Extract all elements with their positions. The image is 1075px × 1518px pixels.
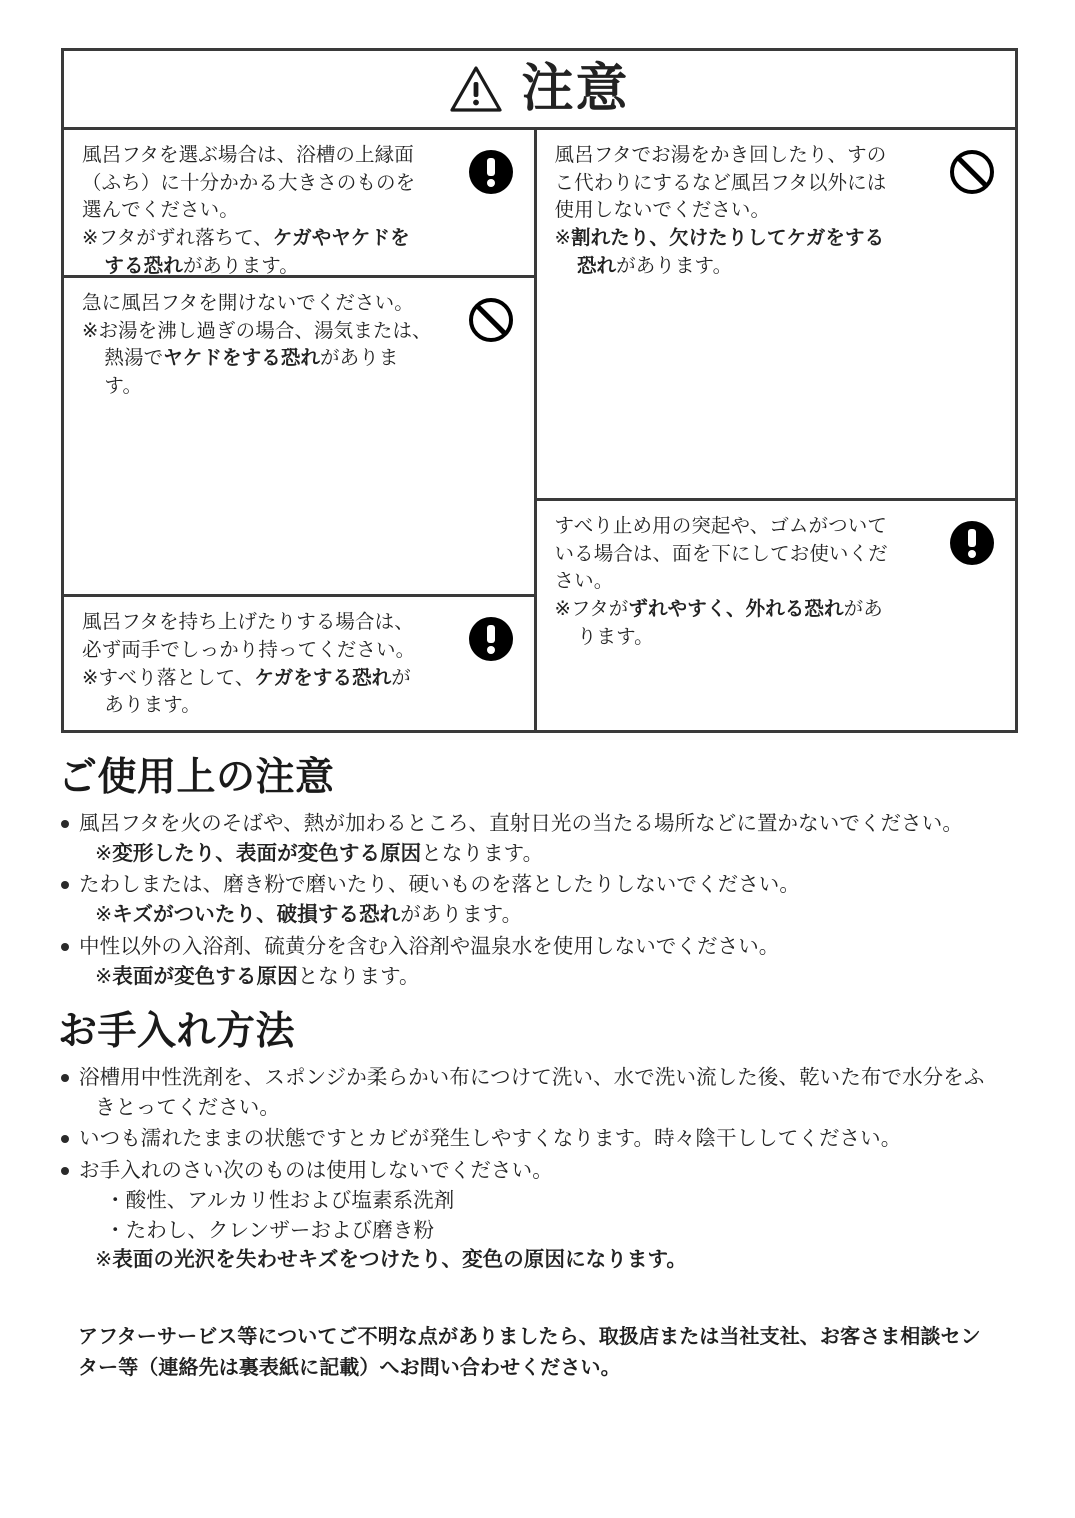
footer-line: アフターサービス等についてご不明な点がありましたら、取扱店または当社支社、お客さま相談セン [78, 1326, 981, 1348]
text-line: ※割れたり、欠けたりしてケガをする [554, 227, 885, 250]
icon-slot [941, 142, 1003, 194]
section-usage-cautions [58, 755, 1033, 993]
text-line: ※フタがずれ落ちて、ケガやヤケドを [82, 227, 410, 250]
caution-table-body [64, 130, 1015, 730]
icon-slot [941, 513, 1003, 565]
list-item-main: たわしまたは、磨き粉で磨いたり、硬いものを落としたりしないでください。 [79, 873, 800, 897]
prohibition-icon [469, 298, 513, 342]
text-line: 恐れがあります。 [576, 254, 733, 277]
list-item [58, 1063, 1033, 1122]
caution-cell-anti-slip [537, 501, 1015, 730]
list-item-note: ※変形したり、表面が変色する原因となります。 [95, 841, 544, 865]
text-line: する恐れがあります。 [104, 254, 299, 277]
after-service-note [78, 1322, 1013, 1384]
caution-column-right [537, 130, 1015, 730]
text-line: 熱湯でヤケドをする恐れがありま [104, 347, 399, 370]
text-line: 風呂フタを持ち上げたりする場合は、 [82, 611, 414, 634]
list-item-subitem: ・たわし、クレンザーおよび磨き粉 [105, 1218, 435, 1242]
caution-cell-open-suddenly [64, 278, 534, 597]
caution-cell-text [82, 609, 460, 720]
icon-slot [460, 290, 522, 342]
text-line: 風呂フタを選ぶ場合は、浴槽の上縁面 [82, 144, 414, 166]
list-item-main: 中性以外の入浴剤、硫黄分を含む入浴剤や温泉水を使用しないでください。 [79, 934, 780, 958]
text-line: ※お湯を沸し過ぎの場合、湯気または、 [82, 319, 432, 342]
list-item-note: ※キズがついたり、破損する恐れがあります。 [95, 903, 523, 927]
text-line: ※すべり落として、ケガをする恐れが [82, 666, 411, 689]
section-care-method [58, 1009, 1033, 1277]
list-item-main: いつも濡れたままの状態ですとカビが発生しやすくなります。時々陰干ししてください。 [79, 1127, 902, 1151]
text-line: ります。 [576, 625, 654, 648]
caution-cell-text [555, 142, 941, 280]
caution-table [61, 48, 1018, 733]
page-title-usage: ご使用上の注意 [58, 755, 335, 800]
text-line: 選んでください。 [82, 199, 239, 222]
text-line: 使用しないでください。 [554, 199, 771, 222]
text-line: ※フタがずれやすく、外れる恐れがあ [554, 598, 883, 621]
caution-cell-text [555, 513, 941, 651]
text-line: いる場合は、面を下にしてお使いくだ [554, 542, 888, 565]
list-item-note: ※表面が変色する原因となります。 [95, 964, 420, 988]
icon-slot [460, 142, 522, 194]
text-line: す。 [104, 375, 143, 398]
list-item [58, 870, 1033, 929]
list-item-main-cont: きとってください。 [95, 1095, 280, 1119]
list-item-subitem: ・酸性、アルカリ性および塩素系洗剤 [105, 1188, 455, 1212]
text-line: あります。 [104, 694, 201, 717]
list-item-main: お手入れのさい次のものは使用しないでください。 [79, 1159, 553, 1183]
caution-cell-lift-lid [64, 597, 534, 730]
caution-cell-not-duckboard [537, 130, 1015, 501]
list-item-main: 浴槽用中性洗剤を、スポンジか柔らかい布につけて洗い、水で洗い流した後、乾いた布で水分をふ [79, 1065, 985, 1089]
list-item [58, 809, 1033, 868]
mandatory-exclamation-icon [950, 521, 994, 565]
caution-cell-choose-lid [64, 130, 534, 278]
footer-line: ター等（連絡先は裏表紙に記載）へお問い合わせください。 [78, 1357, 621, 1379]
prohibition-icon [950, 150, 994, 194]
caution-table-header [64, 51, 1015, 130]
usage-list [58, 809, 1033, 991]
list-item-main: 風呂フタを火のそばや、熱が加わるところ、直射日光の当たる場所などに置かないでください。 [79, 811, 963, 835]
list-item [58, 1124, 1033, 1154]
page-title-care: お手入れ方法 [58, 1009, 296, 1054]
care-list [58, 1063, 1033, 1275]
list-item-note: ※表面の光沢を失わせキズをつけたり、変色の原因になります。 [95, 1248, 688, 1272]
warning-triangle-icon [449, 65, 503, 113]
text-line: （ふち）に十分かかる大きさのものを [82, 171, 416, 194]
text-line: さい。 [554, 570, 614, 593]
text-line: すべり止め用の突起や、ゴムがついて [554, 515, 887, 537]
list-item [58, 1156, 1033, 1275]
mandatory-exclamation-icon [469, 150, 513, 194]
text-line: 急に風呂フタを開けないでください。 [82, 292, 414, 314]
caution-cell-text [82, 142, 460, 280]
text-line: こ代わりにするなど風呂フタ以外には [554, 171, 887, 194]
caution-title: 注意 [521, 59, 630, 119]
mandatory-exclamation-icon [469, 617, 513, 661]
icon-slot [460, 609, 522, 661]
text-line: 風呂フタでお湯をかき回したり、すの [554, 144, 887, 166]
text-line: 必ず両手でしっかり持ってください。 [82, 638, 416, 661]
caution-column-left [64, 130, 537, 730]
list-item [58, 932, 1033, 991]
caution-cell-text [82, 290, 460, 401]
